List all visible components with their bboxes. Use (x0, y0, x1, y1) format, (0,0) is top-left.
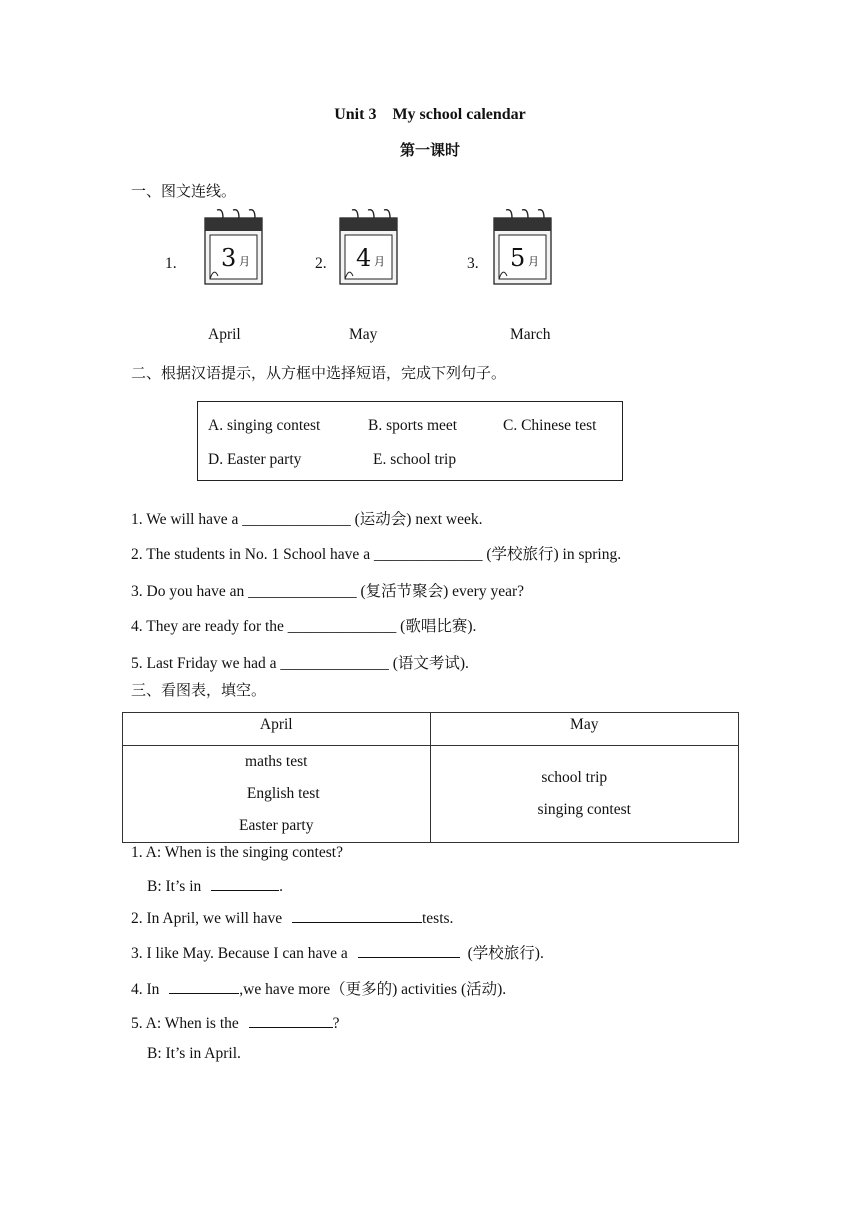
options-box (197, 401, 623, 481)
svg-text:月: 月 (374, 255, 385, 268)
part2-sentence-1: 1. We will have a ______________ (运动会) next week. (131, 511, 483, 528)
april-item: English test (246, 785, 320, 802)
q3-suffix: (学校旅行). (467, 945, 544, 962)
activity-table (122, 712, 739, 843)
svg-text:月: 月 (239, 255, 250, 268)
q4-suffix: ,we have more（更多的) activities (活动). (239, 981, 507, 998)
svg-text:月: 月 (528, 255, 539, 268)
q3-prefix: 3. I like May. Because I can have a (131, 945, 348, 962)
calendar-march-icon (203, 208, 265, 291)
part1-heading: 一、图文连线。 (131, 182, 237, 200)
svg-text:4: 4 (356, 244, 372, 272)
q5a-suffix: ? (332, 1015, 340, 1032)
option-d: D. Easter party (208, 451, 302, 468)
part3-heading: 三、看图表，填空。 (131, 681, 267, 699)
part3-q1b (147, 876, 283, 896)
calendar-may-icon (492, 208, 554, 291)
april-item: Easter party (239, 817, 314, 834)
answer-blank (169, 979, 239, 994)
part3-q2 (131, 908, 453, 928)
item-number-3: 3. (467, 255, 479, 272)
may-item: school trip (541, 769, 608, 786)
part2-sentence-4: 4. They are ready for the ______________ (歌唱比赛). (131, 618, 477, 635)
part2-sentence-2: 2. The students in No. 1 School have a ______________ (学校旅行) in spring. (131, 546, 622, 563)
table-header-april: April (123, 713, 431, 746)
lesson-subtitle: 第一课时 (399, 141, 460, 159)
answer-blank (249, 1013, 333, 1028)
part3-q1a: 1. A: When is the singing contest? (131, 844, 343, 861)
item-number-1: 1. (165, 255, 177, 272)
part3-q5a (131, 1013, 340, 1033)
svg-text:5: 5 (510, 244, 526, 272)
word-april: April (208, 326, 241, 343)
svg-text:3: 3 (221, 244, 237, 272)
q1b-prefix: B: It’s in (147, 878, 202, 895)
may-item: singing contest (537, 801, 631, 818)
part2-sentence-3: 3. Do you have an ______________ (复活节聚会) every year? (131, 583, 525, 600)
part2-heading: 二、根据汉语提示，从方框中选择短语，完成下列句子。 (131, 364, 507, 382)
answer-blank (211, 876, 279, 891)
q2-prefix: 2. In April, we will have (131, 910, 283, 927)
answer-blank (358, 943, 460, 958)
word-may: May (349, 326, 378, 343)
may-activities-cell (430, 746, 739, 843)
page-title: Unit 3 My school calendar (334, 106, 526, 123)
april-activities-cell (123, 746, 431, 843)
q1b-suffix: . (279, 878, 284, 895)
part3-q5b: B: It’s in April. (147, 1045, 241, 1062)
table-header-may: May (430, 713, 739, 746)
q2-suffix: tests. (421, 910, 454, 927)
part2-sentence-5: 5. Last Friday we had a ______________ (语文考试). (131, 655, 469, 672)
option-e: E. school trip (373, 451, 457, 468)
part3-q3 (131, 941, 544, 963)
answer-blank (292, 908, 422, 923)
word-march: March (510, 326, 551, 343)
option-c: C. Chinese test (503, 417, 597, 434)
item-number-2: 2. (315, 255, 327, 272)
calendar-april-icon (338, 208, 400, 291)
q5a-prefix: 5. A: When is the (131, 1015, 239, 1032)
q4-prefix: 4. In (131, 981, 160, 998)
april-item: maths test (245, 753, 308, 770)
part3-q4 (131, 977, 506, 999)
option-a: A. singing contest (208, 417, 321, 434)
option-b: B. sports meet (368, 417, 458, 434)
